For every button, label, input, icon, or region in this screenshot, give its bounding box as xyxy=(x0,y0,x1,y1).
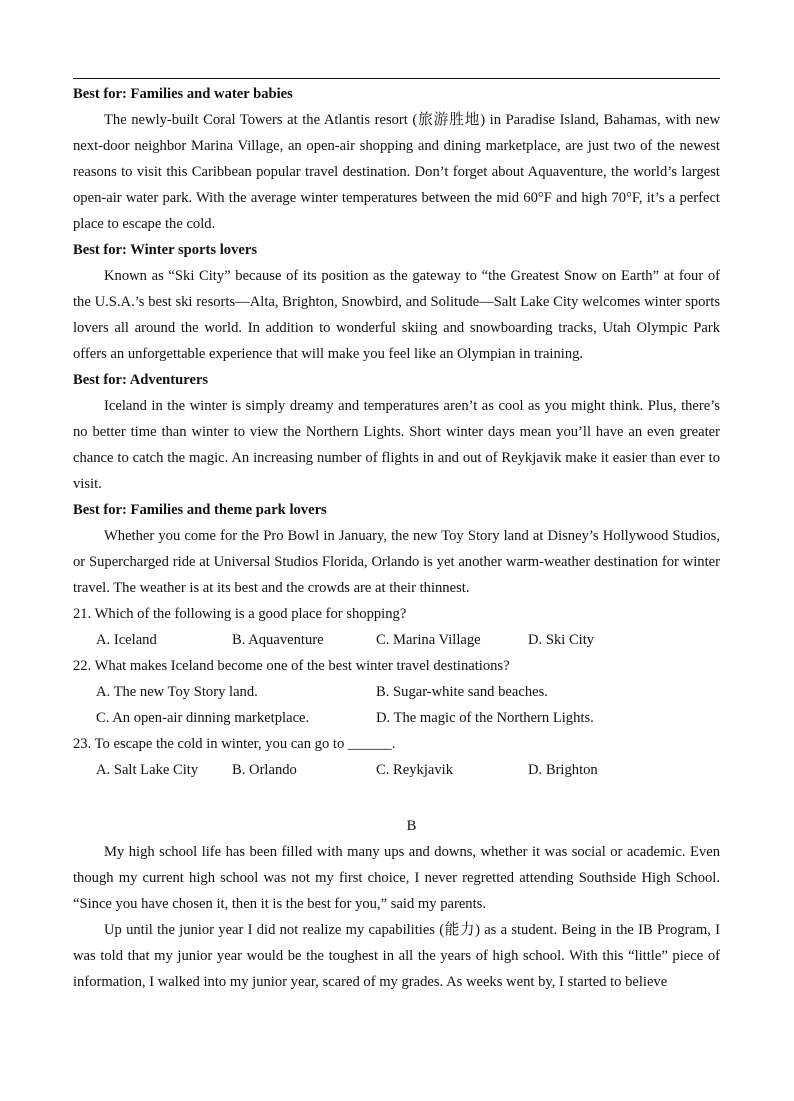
option-c: C. Marina Village xyxy=(376,632,481,648)
option-b: B. Sugar-white sand beaches. xyxy=(376,684,548,700)
option-c: C. An open-air dinning marketplace. xyxy=(96,710,310,726)
option-d: D. The magic of the Northern Lights. xyxy=(376,710,594,726)
question-23 xyxy=(73,731,720,783)
question-stem: 23. To escape the cold in winter, you can go to ______. xyxy=(73,736,396,752)
passage-b xyxy=(73,813,720,995)
top-rule xyxy=(73,78,720,79)
passage-a xyxy=(73,81,720,601)
passage-paragraph: Up until the junior year I did not realize my capabilities (能力) as a student. Being in the IB Program, I was told that my junior year would be the toughest in all the years of high school. With this “little” piece of information, I walked into my junior year, scared of my grades. As weeks went by, I started to believe xyxy=(73,922,720,990)
section-paragraph: Known as “Ski City” because of its position as the gateway to “the Greatest Snow on Earth” at four of the U.S.A.’s best ski resorts—Alta, Brighton, Snowbird, and Solitude—Salt Lake City welcomes winter sports lovers all around the world. In addition to wonderful skiing and snowboarding tracks, Utah Olympic Park offers an unforgettable experience that will make you feel like an Olympian in training. xyxy=(73,268,720,362)
section-winter-sports xyxy=(73,237,720,367)
section-heading: Best for: Families and water babies xyxy=(73,86,293,102)
option-row xyxy=(73,705,720,731)
section-heading: Best for: Winter sports lovers xyxy=(73,242,258,258)
section-paragraph: Whether you come for the Pro Bowl in January, the new Toy Story land at Disney’s Hollywood Studios, or Supercharged ride at Universal Studios Florida, Orlando is yet another warm-weather destination for winter travel. The weather is at its best and the crowds are at their thinnest. xyxy=(73,528,720,596)
section-paragraph: The newly-built Coral Towers at the Atlantis resort (旅游胜地) in Paradise Island, Bahamas, with new next-door neighbor Marina Village, an open-air shopping and dining marketplace, are just two of the newest reasons to visit this Caribbean popular travel destination. Don’t forget about Aquaventure, the world’s largest open-air water park. With the average winter temperatures between the mid 60°F and high 70°F, it’s a perfect place to escape the cold. xyxy=(73,112,720,232)
document-page xyxy=(73,78,720,995)
option-d: D. Brighton xyxy=(528,762,598,778)
question-stem: 22. What makes Iceland become one of the best winter travel destinations? xyxy=(73,658,510,674)
question-21 xyxy=(73,601,720,653)
section-heading: Best for: Families and theme park lovers xyxy=(73,502,327,518)
option-row xyxy=(73,679,720,705)
option-a: A. Iceland xyxy=(96,632,157,648)
section-theme-park xyxy=(73,497,720,601)
section-families-water xyxy=(73,81,720,237)
option-c: C. Reykjavik xyxy=(376,762,454,778)
passage-label: B xyxy=(406,818,417,834)
option-d: D. Ski City xyxy=(528,632,595,648)
section-heading: Best for: Adventurers xyxy=(73,372,209,388)
option-row xyxy=(73,627,720,653)
option-a: A. The new Toy Story land. xyxy=(96,684,258,700)
option-row xyxy=(73,757,720,783)
option-b: B. Orlando xyxy=(232,762,297,778)
passage-paragraph: My high school life has been filled with many ups and downs, whether it was social or academic. Even though my current high school was not my first choice, I never regretted attending Southside High School. “Since you have chosen it, then it is the best for you,” said my parents. xyxy=(73,844,720,912)
section-paragraph: Iceland in the winter is simply dreamy and temperatures aren’t as cool as you might think. Plus, there’s no better time than winter to view the Northern Lights. Short winter days mean you’ll have an even greater chance to catch the magic. An increasing number of flights in and out of Reykjavik make it easier than ever to visit. xyxy=(73,398,720,492)
question-stem: 21. Which of the following is a good place for shopping? xyxy=(73,606,407,622)
option-b: B. Aquaventure xyxy=(232,632,324,648)
question-22 xyxy=(73,653,720,731)
section-adventurers xyxy=(73,367,720,497)
spacer xyxy=(73,783,720,809)
option-a: A. Salt Lake City xyxy=(96,762,199,778)
